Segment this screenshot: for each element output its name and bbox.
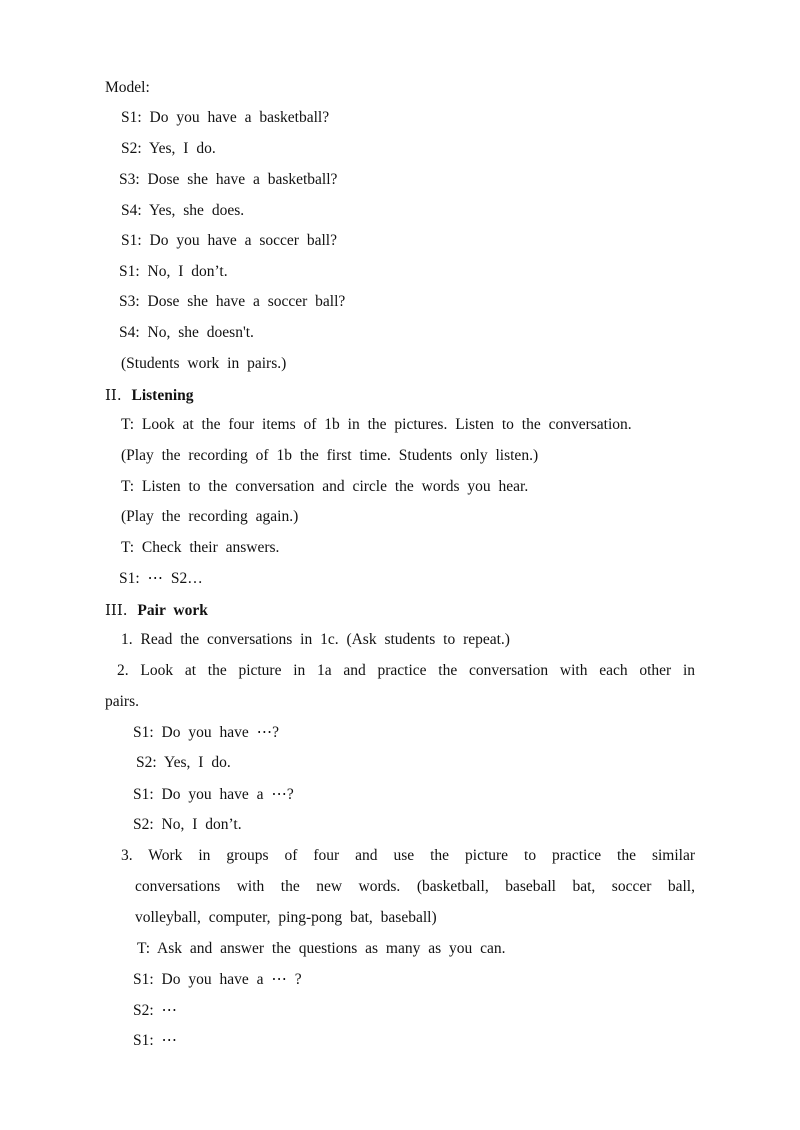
- dialogue-a-line-2: S2: Yes, I do.: [136, 754, 231, 771]
- listening-line-2: (Play the recording of 1b the first time. Students only listen.): [121, 447, 539, 464]
- listening-line-5: T: Check their answers.: [121, 539, 280, 556]
- teacher-prompt: T: Ask and answer the questions as many as you can.: [137, 940, 506, 957]
- section-2-heading: [105, 385, 194, 406]
- model-line-2: S2: Yes, I do.: [121, 140, 216, 157]
- model-line-8: S4: No, she doesn't.: [119, 324, 254, 341]
- model-line-3: S3: Dose she have a basketball?: [119, 171, 338, 188]
- pairwork-item-1: 1. Read the conversations in 1c. (Ask students to repeat.): [121, 631, 510, 648]
- dialogue-b-line-3: S1: ⋯: [133, 1032, 178, 1049]
- model-line-1: S1: Do you have a basketball?: [121, 109, 330, 126]
- dialogue-b-line-1: S1: Do you have a ⋯ ?: [133, 971, 302, 988]
- dialogue-a-line-1: S1: Do you have ⋯?: [133, 724, 280, 741]
- model-label: Model:: [105, 79, 150, 96]
- pairwork-item-3-line-3: volleyball, computer, ping-pong bat, baseball): [135, 909, 437, 926]
- pairwork-item-2-line-2: pairs.: [105, 693, 140, 710]
- listening-line-6: S1: ⋯ S2…: [119, 570, 203, 587]
- model-line-4: S4: Yes, she does.: [121, 202, 245, 219]
- section-2-title: Listening: [131, 387, 194, 404]
- model-line-7: S3: Dose she have a soccer ball?: [119, 293, 346, 310]
- pairwork-item-3-line-2: conversations with the new words. (basketball, baseball bat, soccer ball,: [135, 878, 695, 895]
- section-3-title: Pair work: [137, 602, 208, 619]
- section-3-heading: [105, 600, 208, 621]
- pairwork-item-3-line-1: 3. Work in groups of four and use the picture to practice the similar: [121, 847, 695, 864]
- listening-line-4: (Play the recording again.): [121, 508, 299, 525]
- dialogue-b-line-2: S2: ⋯: [133, 1002, 178, 1019]
- section-2-numeral: II.: [105, 386, 122, 404]
- listening-line-3: T: Listen to the conversation and circle the words you hear.: [121, 478, 529, 495]
- pairwork-item-2-line-1: 2. Look at the picture in 1a and practice the conversation with each other in: [117, 662, 695, 679]
- dialogue-a-line-4: S2: No, I don’t.: [133, 816, 242, 833]
- model-line-6: S1: No, I don’t.: [119, 263, 228, 280]
- pairs-note: (Students work in pairs.): [121, 355, 287, 372]
- listening-line-1: T: Look at the four items of 1b in the pictures. Listen to the conversation.: [121, 416, 632, 433]
- dialogue-a-line-3: S1: Do you have a ⋯?: [133, 786, 294, 803]
- model-line-5: S1: Do you have a soccer ball?: [121, 232, 337, 249]
- section-3-numeral: III.: [105, 601, 128, 619]
